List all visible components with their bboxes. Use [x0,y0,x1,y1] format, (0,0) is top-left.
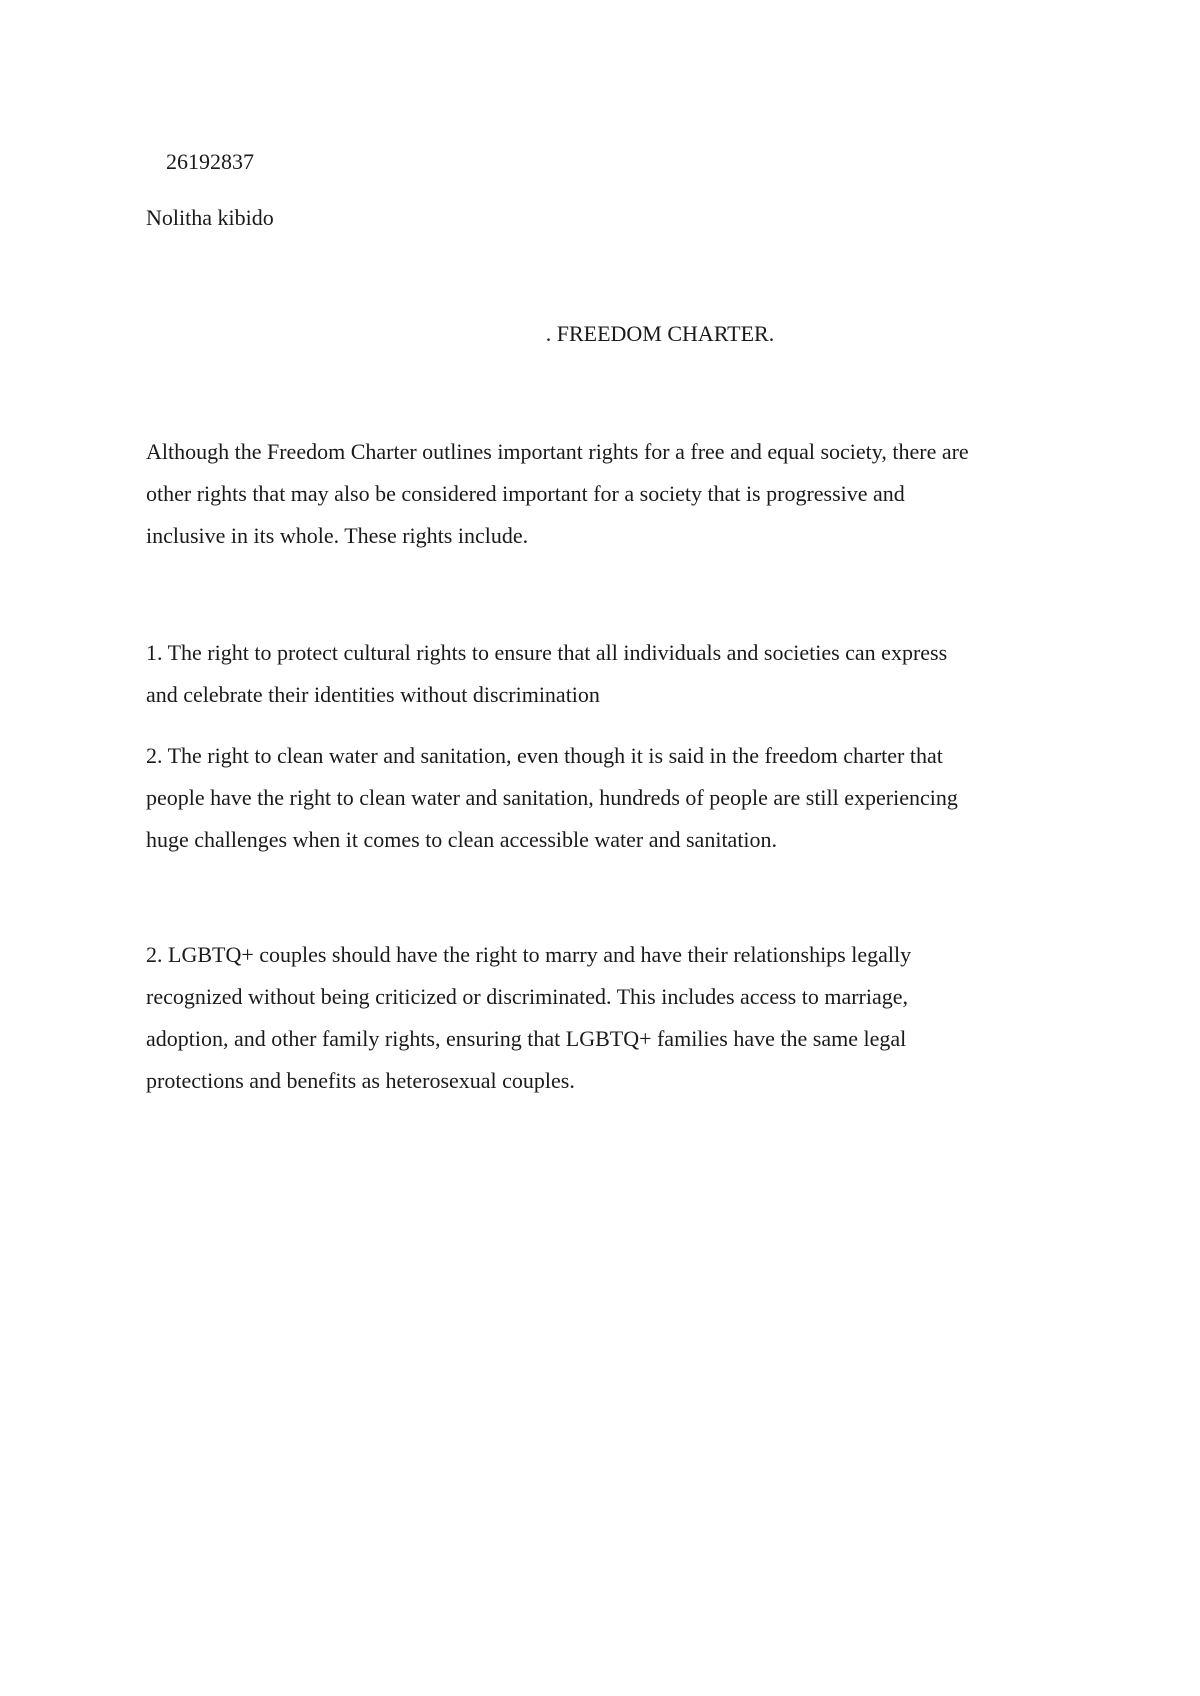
paragraph-line: other rights that may also be considered important for a society that is progressive and [146,481,905,506]
paragraph-line: 2. The right to clean water and sanitation, even though it is said in the freedom charter that [146,743,943,768]
paragraph-line: inclusive in its whole. These rights include. [146,523,529,548]
paragraph-line: 1. The right to protect cultural rights to ensure that all individuals and societies can express [146,640,948,665]
paragraph-line: 2. LGBTQ+ couples should have the right to marry and have their relationships legally [146,942,912,967]
list-item-clean-water [146,735,1066,861]
paragraph-line: people have the right to clean water and sanitation, hundreds of people are still experiencing [146,785,958,810]
list-item-cultural-rights [146,632,1066,716]
student-id: 26192837 [166,149,254,174]
paragraph-line: Although the Freedom Charter outlines important rights for a free and equal society, there are [146,439,969,464]
paragraph-line: huge challenges when it comes to clean accessible water and sanitation. [146,827,778,852]
paragraph-line: protections and benefits as heterosexual couples. [146,1068,575,1093]
document-title: . FREEDOM CHARTER. [545,321,775,346]
intro-paragraph [146,431,1066,557]
paragraph-line: adoption, and other family rights, ensuring that LGBTQ+ families have the same legal [146,1026,907,1051]
paragraph-line: and celebrate their identities without discrimination [146,682,600,707]
student-name: Nolitha kibido [146,205,274,230]
paragraph-line: recognized without being criticized or discriminated. This includes access to marriage, [146,984,908,1009]
list-item-lgbtq-rights [146,934,1066,1102]
